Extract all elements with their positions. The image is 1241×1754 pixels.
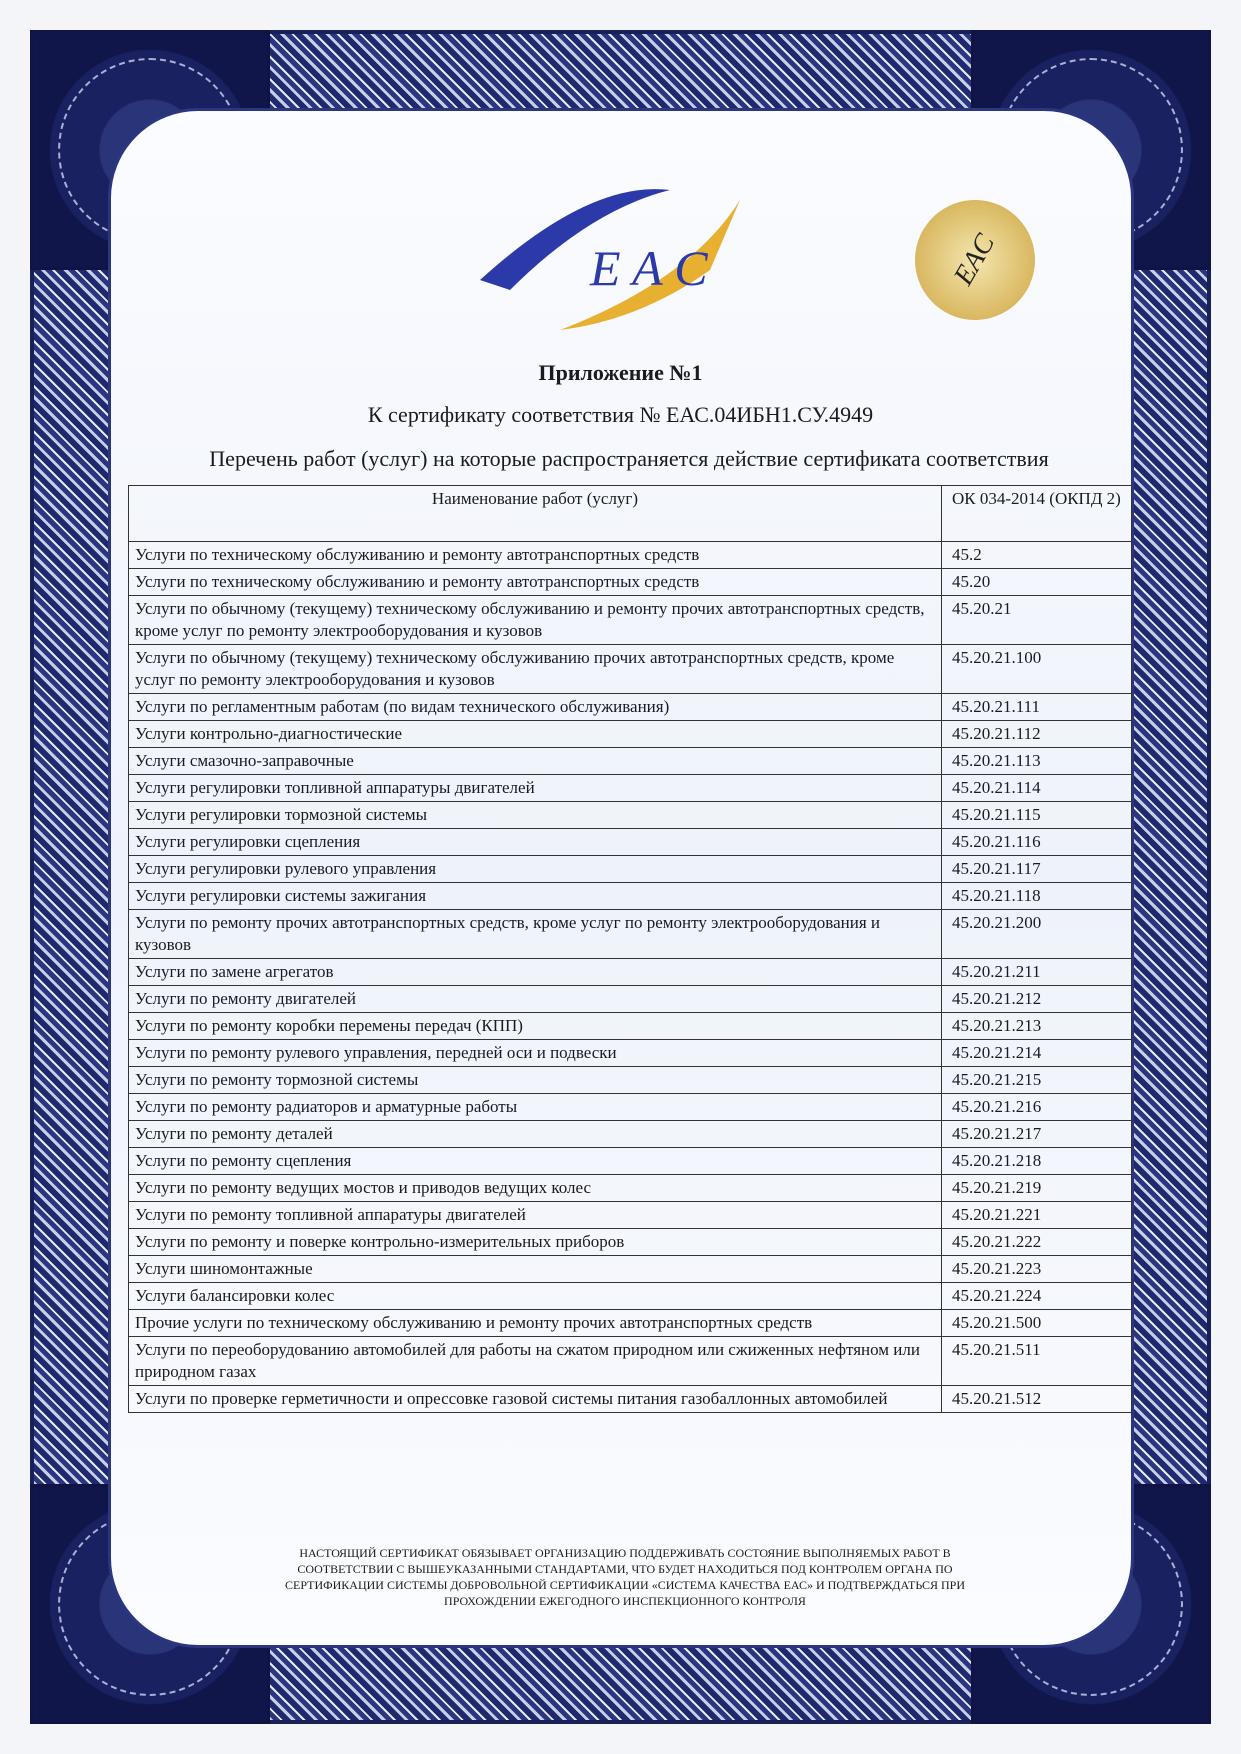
- okpd-code: 45.20.21.200: [942, 910, 1132, 959]
- service-name: Услуги по ремонту и поверке контрольно-измерительных приборов: [129, 1229, 942, 1256]
- okpd-code: 45.20.21.217: [942, 1121, 1132, 1148]
- table-row: [129, 959, 1132, 986]
- service-name: Услуги по ремонту сцепления: [129, 1148, 942, 1175]
- okpd-code: 45.20.21.500: [942, 1310, 1132, 1337]
- table-row: [129, 748, 1132, 775]
- service-name: Услуги регулировки системы зажигания: [129, 883, 942, 910]
- table-row: [129, 1229, 1132, 1256]
- table-row: [129, 856, 1132, 883]
- okpd-code: 45.20.21.114: [942, 775, 1132, 802]
- eac-seal: EAC: [893, 178, 1057, 342]
- okpd-code: 45.20.21.213: [942, 1013, 1132, 1040]
- service-name: Услуги по техническому обслуживанию и ремонту автотранспортных средств: [129, 569, 942, 596]
- service-name: Услуги регулировки сцепления: [129, 829, 942, 856]
- service-name: Услуги по переоборудованию автомобилей для работы на сжатом природном или сжиженных нефтяном или природном газах: [129, 1337, 942, 1386]
- okpd-code: 45.20.21.222: [942, 1229, 1132, 1256]
- okpd-code: 45.20.21.116: [942, 829, 1132, 856]
- table-row: [129, 1386, 1132, 1413]
- table-row: [129, 569, 1132, 596]
- service-name: Услуги регулировки топливной аппаратуры двигателей: [129, 775, 942, 802]
- service-name: Прочие услуги по техническому обслуживанию и ремонту прочих автотранспортных средств: [129, 1310, 942, 1337]
- eac-logo: [470, 170, 770, 340]
- table-row: [129, 694, 1132, 721]
- table-row: [129, 721, 1132, 748]
- service-name: Услуги по ремонту ведущих мостов и приводов ведущих колес: [129, 1175, 942, 1202]
- okpd-code: 45.20.21.212: [942, 986, 1132, 1013]
- service-name: Услуги регулировки рулевого управления: [129, 856, 942, 883]
- okpd-code: 45.20.21.111: [942, 694, 1132, 721]
- service-name: Услуги по ремонту прочих автотранспортных средств, кроме услуг по ремонту электрооборудования и кузовов: [129, 910, 942, 959]
- okpd-code: 45.20.21.221: [942, 1202, 1132, 1229]
- okpd-code: 45.20.21.118: [942, 883, 1132, 910]
- okpd-code: 45.20.21: [942, 596, 1132, 645]
- okpd-code: 45.20.21.117: [942, 856, 1132, 883]
- okpd-code: 45.20.21.215: [942, 1067, 1132, 1094]
- service-name: Услуги по обычному (текущему) техническому обслуживанию и ремонту прочих автотранспортных средств, кроме услуг по ремонту электрооборудования и кузовов: [129, 596, 942, 645]
- table-row: [129, 596, 1132, 645]
- okpd-code: 45.20.21.214: [942, 1040, 1132, 1067]
- okpd-code: 45.20.21.219: [942, 1175, 1132, 1202]
- table-row: [129, 986, 1132, 1013]
- okpd-code: 45.20.21.100: [942, 645, 1132, 694]
- service-name: Услуги контрольно-диагностические: [129, 721, 942, 748]
- table-row: [129, 1067, 1132, 1094]
- table-row: [129, 1310, 1132, 1337]
- okpd-code: 45.20.21.511: [942, 1337, 1132, 1386]
- service-name: Услуги по ремонту коробки перемены передач (КПП): [129, 1013, 942, 1040]
- svg-text:E A C: E A C: [590, 240, 708, 296]
- okpd-code: 45.20.21.113: [942, 748, 1132, 775]
- table-row: [129, 775, 1132, 802]
- service-name: Услуги по замене агрегатов: [129, 959, 942, 986]
- okpd-code: 45.20.21.112: [942, 721, 1132, 748]
- table-row: [129, 910, 1132, 959]
- table-row: [129, 1121, 1132, 1148]
- list-title: Перечень работ (услуг) на которые распространяется действие сертификата соответствия: [209, 446, 1049, 471]
- service-name: Услуги по регламентным работам (по видам технического обслуживания): [129, 694, 942, 721]
- service-name: Услуги по ремонту тормозной системы: [129, 1067, 942, 1094]
- service-name: Услуги балансировки колес: [129, 1283, 942, 1310]
- column-header-name: Наименование работ (услуг): [129, 486, 942, 542]
- table-row: [129, 1283, 1132, 1310]
- okpd-code: 45.20.21.211: [942, 959, 1132, 986]
- service-name: Услуги шиномонтажные: [129, 1256, 942, 1283]
- okpd-code: 45.20.21.216: [942, 1094, 1132, 1121]
- table-row: [129, 1013, 1132, 1040]
- service-name: Услуги по обычному (текущему) техническому обслуживанию прочих автотранспортных средств, кроме услуг по ремонту электрооборудования и кузовов: [129, 645, 942, 694]
- service-name: Услуги по ремонту рулевого управления, передней оси и подвески: [129, 1040, 942, 1067]
- table-row: [129, 1148, 1132, 1175]
- table-row: [129, 1040, 1132, 1067]
- page-title: Приложение №1: [538, 360, 703, 385]
- table-row: [129, 1094, 1132, 1121]
- table-row: [129, 829, 1132, 856]
- table-row: [129, 645, 1132, 694]
- service-name: Услуги по проверке герметичности и опрессовке газовой системы питания газобаллонных автомобилей: [129, 1386, 942, 1413]
- service-name: Услуги по ремонту деталей: [129, 1121, 942, 1148]
- table-row: [129, 1256, 1132, 1283]
- service-name: Услуги по ремонту топливной аппаратуры двигателей: [129, 1202, 942, 1229]
- table-row: [129, 542, 1132, 569]
- service-name: Услуги регулировки тормозной системы: [129, 802, 942, 829]
- footer-notice: НАСТОЯЩИЙ СЕРТИФИКАТ ОБЯЗЫВАЕТ ОРГАНИЗАЦИЮ ПОДДЕРЖИВАТЬ СОСТОЯНИЕ ВЫПОЛНЯЕМЫХ РАБОТ В СООТВЕТСТВИИ С ВЫШЕУКАЗАННЫМИ СТАНДАРТАМИ, ЧТО БУДЕТ НАХОДИТЬСЯ ПОД КОНТРОЛЕМ ОРГАНА ПО СЕРТИФИКАЦИИ СИСТЕМЫ ДОБРОВОЛЬНОЙ СЕРТИФИКАЦИИ «СИСТЕМА КАЧЕСТВА ЕАС» И ПОДТВЕРЖДАТЬСЯ ПРИ ПРОХОЖДЕНИИ ЕЖЕГОДНОГО ИНСПЕКЦИОННОГО КОНТРОЛЯ: [284, 1546, 965, 1608]
- service-name: Услуги смазочно-заправочные: [129, 748, 942, 775]
- table-row: [129, 1175, 1132, 1202]
- service-name: Услуги по ремонту двигателей: [129, 986, 942, 1013]
- certificate-reference: К сертификату соответствия № ЕАС.04ИБН1.СУ.4949: [367, 402, 874, 427]
- column-header-code: ОК 034-2014 (ОКПД 2): [942, 486, 1132, 542]
- service-name: Услуги по техническому обслуживанию и ремонту автотранспортных средств: [129, 542, 942, 569]
- table-row: [129, 1337, 1132, 1386]
- okpd-code: 45.2: [942, 542, 1132, 569]
- okpd-code: 45.20.21.115: [942, 802, 1132, 829]
- table-row: [129, 1202, 1132, 1229]
- service-name: Услуги по ремонту радиаторов и арматурные работы: [129, 1094, 942, 1121]
- okpd-code: 45.20.21.512: [942, 1386, 1132, 1413]
- okpd-code: 45.20.21.224: [942, 1283, 1132, 1310]
- okpd-code: 45.20.21.218: [942, 1148, 1132, 1175]
- okpd-code: 45.20.21.223: [942, 1256, 1132, 1283]
- services-table: [128, 485, 1132, 1413]
- okpd-code: 45.20: [942, 569, 1132, 596]
- table-row: [129, 802, 1132, 829]
- table-row: [129, 883, 1132, 910]
